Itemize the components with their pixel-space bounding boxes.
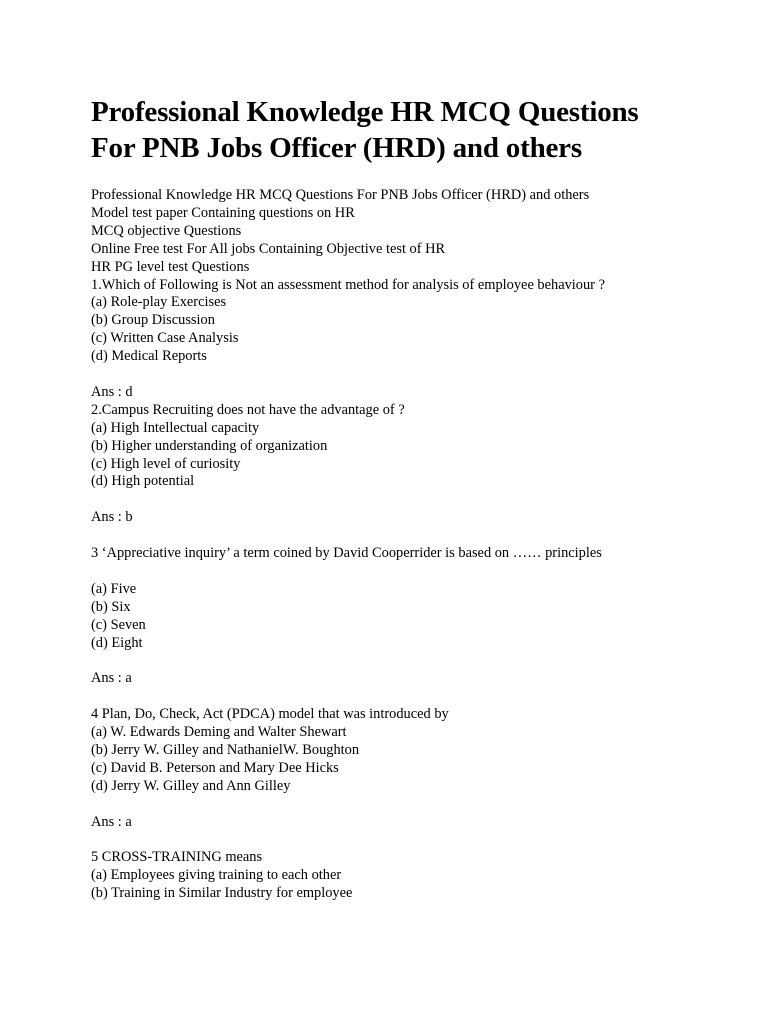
intro-line: Model test paper Containing questions on HR xyxy=(91,204,355,221)
question-text: 5 CROSS-TRAINING means xyxy=(91,849,263,866)
question-5 xyxy=(91,849,731,903)
question-3 xyxy=(91,545,731,706)
answer: Ans : d xyxy=(91,383,133,400)
option: (c) Written Case Analysis xyxy=(91,330,239,347)
spacer xyxy=(91,653,731,671)
spacer xyxy=(91,688,731,706)
option: (c) David B. Peterson and Mary Dee Hicks xyxy=(91,759,339,776)
page-title xyxy=(91,94,731,166)
answer: Ans : a xyxy=(91,813,132,830)
spacer xyxy=(91,366,731,384)
option: (d) Eight xyxy=(91,634,143,651)
intro-block xyxy=(91,187,731,277)
question-2 xyxy=(91,402,731,545)
spacer xyxy=(91,796,731,814)
answer: Ans : b xyxy=(91,509,133,526)
option: (c) Seven xyxy=(91,616,146,633)
question-1 xyxy=(91,277,731,402)
option: (d) Medical Reports xyxy=(91,348,207,365)
title-line-1: Professional Knowledge HR MCQ Questions xyxy=(91,96,639,128)
option: (c) High level of curiosity xyxy=(91,455,241,472)
option: (b) Training in Similar Industry for employee xyxy=(91,885,353,902)
option: (b) Higher understanding of organization xyxy=(91,437,328,454)
intro-line: Online Free test For All jobs Containing Objective test of HR xyxy=(91,240,446,257)
intro-line: Professional Knowledge HR MCQ Questions For PNB Jobs Officer (HRD) and others xyxy=(91,187,590,203)
question-text: 3 ‘Appreciative inquiry’ a term coined by David Cooperrider is based on …… principles xyxy=(91,545,602,562)
option: (d) High potential xyxy=(91,473,195,490)
intro-line: HR PG level test Questions xyxy=(91,258,250,275)
option: (a) High Intellectual capacity xyxy=(91,419,260,436)
option: (b) Jerry W. Gilley and NathanielW. Boughton xyxy=(91,742,360,758)
option: (a) Employees giving training to each other xyxy=(91,867,342,884)
option: (a) Five xyxy=(91,580,137,597)
spacer xyxy=(91,527,731,545)
question-text: 1.Which of Following is Not an assessment method for analysis of employee behaviour ? xyxy=(91,276,605,293)
option: (b) Group Discussion xyxy=(91,312,215,329)
spacer xyxy=(91,491,731,509)
option: (d) Jerry W. Gilley and Ann Gilley xyxy=(91,777,291,794)
option: (a) W. Edwards Deming and Walter Shewart xyxy=(91,724,347,741)
question-4 xyxy=(91,706,731,849)
question-text: 4 Plan, Do, Check, Act (PDCA) model that was introduced by xyxy=(91,706,449,723)
intro-line: MCQ objective Questions xyxy=(91,222,242,239)
answer: Ans : a xyxy=(91,670,132,687)
document-page xyxy=(91,94,731,903)
option: (b) Six xyxy=(91,598,131,615)
option: (a) Role-play Exercises xyxy=(91,294,227,311)
spacer xyxy=(91,832,731,850)
spacer xyxy=(91,563,731,581)
question-text: 2.Campus Recruiting does not have the advantage of ? xyxy=(91,401,405,418)
title-line-2: For PNB Jobs Officer (HRD) and others xyxy=(91,132,582,164)
